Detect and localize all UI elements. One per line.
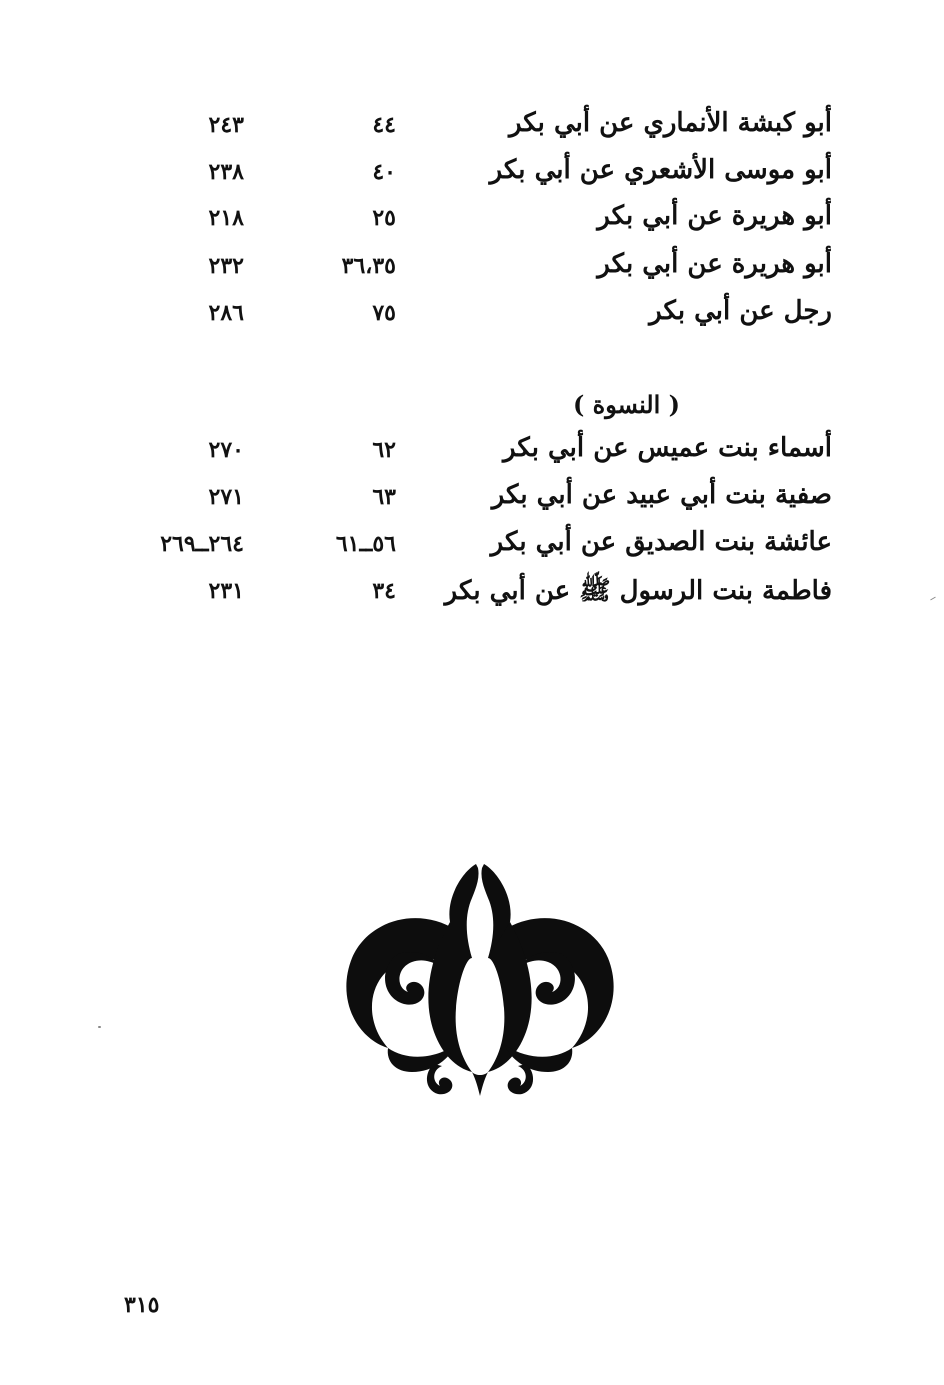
page-reference: ٢٣١ — [208, 578, 244, 604]
page-reference: ٢٤٣ — [208, 112, 244, 138]
index-entry — [0, 433, 944, 473]
index-entry — [0, 296, 944, 336]
page-reference: ٢٣٨ — [208, 159, 244, 185]
page-reference: ٢٨٦ — [208, 300, 244, 326]
narrator-chain: صفية بنت أبي عبيد عن أبي بكر — [491, 480, 832, 510]
index-entry — [0, 574, 944, 614]
hadith-number: ٦٣ — [372, 484, 396, 510]
narrator-chain: أبو هريرة عن أبي بكر — [597, 201, 832, 231]
hadith-number: ٢٥ — [372, 205, 396, 231]
hadith-number: ٦٢ — [372, 437, 396, 463]
index-entry — [0, 155, 944, 195]
narrator-chain: فاطمة بنت الرسول ﷺ عن أبي بكر — [444, 576, 832, 606]
page-reference: ٢٣٢ — [208, 253, 244, 279]
page-reference: ٢٧٠ — [208, 437, 244, 463]
index-entry — [0, 249, 944, 289]
page-number: ٣١٥ — [124, 1292, 160, 1318]
section-heading: ( النسوة ) — [572, 390, 680, 419]
narrator-chain: أبو هريرة عن أبي بكر — [597, 249, 832, 279]
index-entry — [0, 480, 944, 520]
page-reference: ٢٧١ — [208, 484, 244, 510]
narrator-chain: أبو موسى الأشعري عن أبي بكر — [489, 155, 832, 185]
narrator-chain: أسماء بنت عميس عن أبي بكر — [503, 433, 832, 463]
hadith-number: ٣٦،٣٥ — [341, 253, 396, 279]
hadith-number: ٤٠ — [372, 159, 396, 185]
narrator-chain: رجل عن أبي بكر — [649, 296, 832, 326]
narrator-chain: أبو كبشة الأنماري عن أبي بكر — [508, 108, 832, 138]
hadith-number: ٤٤ — [372, 112, 396, 138]
floral-ornament-icon — [338, 858, 622, 1098]
scan-speck — [98, 1026, 101, 1028]
page-reference: ٢٦٤ــ٢٦٩ — [160, 531, 244, 557]
index-entry — [0, 527, 944, 567]
narrator-chain: عائشة بنت الصديق عن أبي بكر — [490, 527, 832, 557]
index-entry — [0, 201, 944, 241]
hadith-number: ٣٤ — [372, 578, 396, 604]
page-reference: ٢١٨ — [208, 205, 244, 231]
hadith-number: ٥٦ــ٦١ — [335, 531, 396, 557]
hadith-number: ٧٥ — [372, 300, 396, 326]
index-entry — [0, 108, 944, 148]
